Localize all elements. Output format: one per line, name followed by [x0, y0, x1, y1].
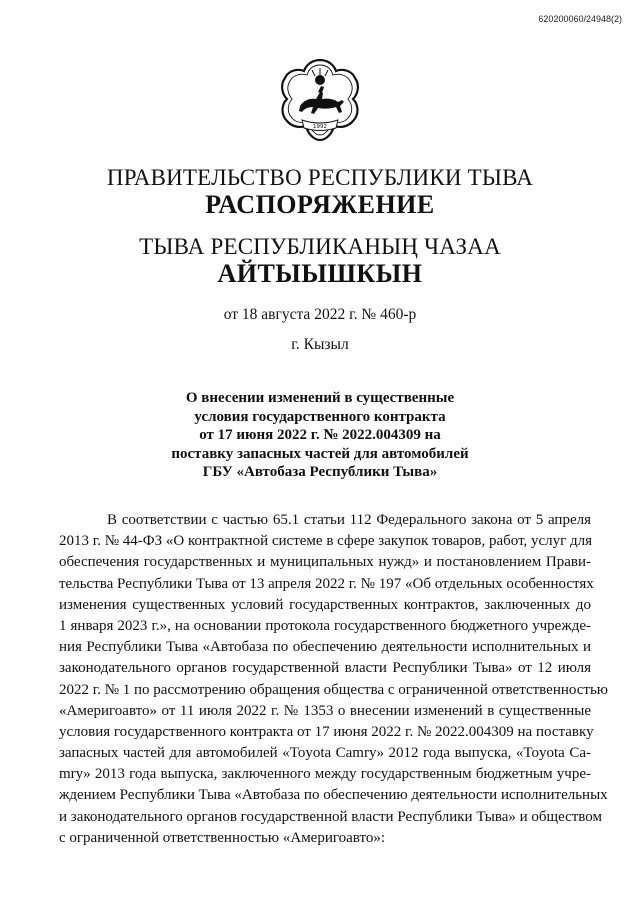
- city-name: г. Кызыл: [291, 336, 349, 353]
- body-line: В соответствии с частью 65.1 статьи 112 Федерального закона от 5 апреля: [107, 512, 591, 528]
- subject-line: О внесении изменений в существенные: [185, 390, 455, 406]
- body-line: и законодательного органов государственной власти Республики Тыва» и обществом: [59, 808, 602, 825]
- date-and-number: от 18 августа 2022 г. № 460-р: [223, 306, 417, 323]
- body-line: ния Республики Тыва «Автобаза по обеспечению деятельности исполнительных и: [59, 639, 591, 656]
- government-title-ru: ПРАВИТЕЛЬСТВО РЕСПУБЛИКИ ТЫВА: [106, 165, 534, 190]
- body-line: обеспечения государственных и муниципальных нужд» и постановлением Прави-: [59, 554, 591, 571]
- body-line: запасных частей для автомобилей «Toyota Camry» 2012 года выпуска, «Toyota Ca-: [59, 745, 591, 762]
- body-line: mry» 2013 года выпуска, заключенного между государственным бюджетным учре-: [59, 766, 591, 783]
- body-line: 2013 г. № 44-ФЗ «О контрактной системе в сфере закупок товаров, работ, услуг для: [59, 533, 593, 550]
- body-paragraph: [59, 510, 609, 849]
- body-line: 2022 г. № 1 по рассмотрению обращения общества с ограниченной ответственностью: [59, 681, 609, 698]
- body-line: законодательного органов государственной власти Республики Тыва» от 12 июля: [59, 660, 591, 677]
- subject-line: от 17 июня 2022 г. № 2022.004309 на: [199, 427, 441, 443]
- document-registration-number: 620200060/24948(2): [538, 14, 622, 24]
- body-line: 1 января 2023 г.», на основании протокола государственного бюджетного учрежде-: [59, 617, 591, 634]
- coat-of-arms-emblem: [276, 56, 364, 148]
- document-type-ru: РАСПОРЯЖЕНИЕ: [205, 190, 435, 219]
- subject-line: условия государственного контракта: [194, 408, 446, 425]
- document-type-tyv: АЙТЫЫШКЫН: [217, 259, 423, 288]
- body-line: с ограниченной ответственностью «Америгоавто»:: [59, 829, 386, 846]
- body-line: тельства Республики Тыва от 13 апреля 2022 г. № 197 «Об отдельных особенностях: [59, 575, 594, 592]
- government-title-tyv: ТЫВА РЕСПУБЛИКАНЫҢ ЧАЗАА: [139, 234, 501, 259]
- subject-line: поставку запасных частей для автомобилей: [171, 445, 469, 462]
- body-line: ждением Республики Тыва «Автобаза по обеспечению деятельности исполнительных: [59, 787, 608, 804]
- emblem-year-text: 1992: [313, 124, 327, 130]
- body-line: «Америгоавто» от 11 июля 2022 г. № 1353 о внесении изменений в существенные: [59, 702, 591, 719]
- subject-line: ГБУ «Автобаза Республики Тыва»: [202, 464, 438, 480]
- subject-title: [150, 389, 490, 482]
- body-line: условия государственного контракта от 17 июня 2022 г. № 2022.004309 на поставку: [59, 723, 594, 740]
- body-line: изменения существенных условий государственных контрактов, заключенных до: [59, 596, 591, 613]
